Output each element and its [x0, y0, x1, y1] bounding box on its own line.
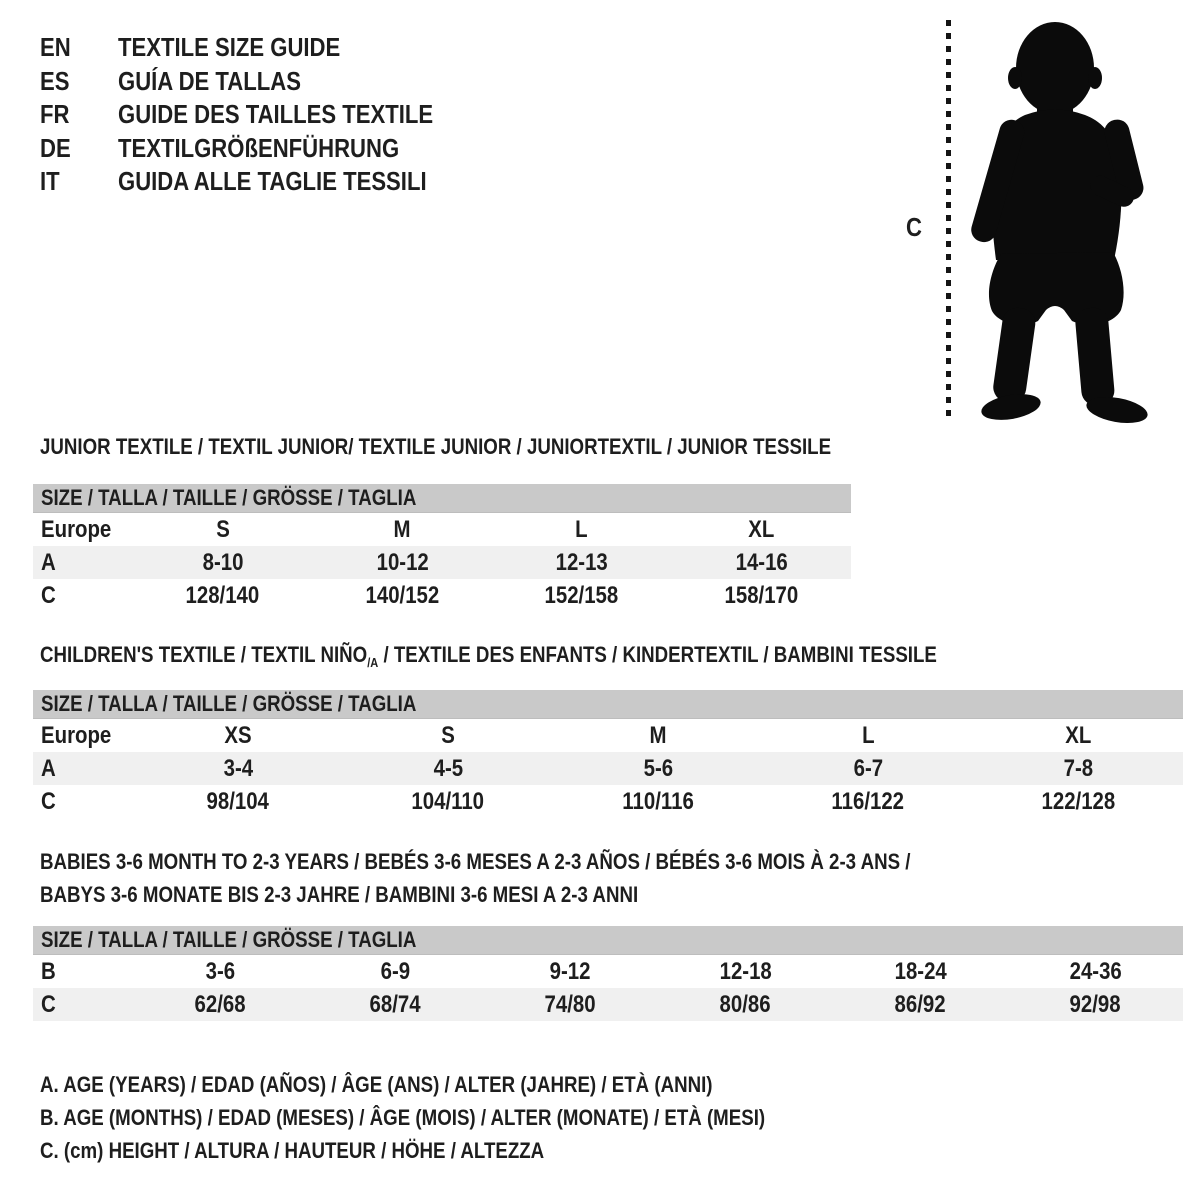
size-value: XS — [224, 721, 252, 749]
language-title-list — [40, 31, 489, 199]
height-value: 122/128 — [1041, 787, 1115, 815]
language-row — [40, 98, 489, 132]
height-value: 140/152 — [365, 581, 440, 609]
age-months-value: 12-18 — [719, 957, 772, 985]
guide-title: TEXTILE SIZE GUIDE — [118, 32, 341, 63]
row-label: C — [41, 581, 56, 609]
age-value: 4-5 — [433, 754, 463, 782]
children-size-header-bar: SIZE / TALLA / TAILLE / GRÖSSE / TAGLIA — [33, 690, 1183, 719]
height-value: 98/104 — [206, 787, 270, 815]
age-months-value: 3-6 — [205, 957, 236, 985]
age-value: 8-10 — [202, 548, 244, 576]
footnote-b: B. AGE (MONTHS) / EDAD (MESES) / ÂGE (MOIS) / ALTER (MONATE) / ETÀ (MESI) — [40, 1105, 766, 1130]
row-label: C — [41, 787, 56, 815]
height-value: 128/140 — [185, 581, 260, 609]
age-months-value: 9-12 — [550, 957, 591, 985]
height-value: 62/68 — [194, 990, 247, 1018]
table-row — [33, 785, 1183, 818]
nino-a-subscript: /A — [367, 655, 379, 670]
age-months-value: 18-24 — [894, 957, 947, 985]
row-label: A — [41, 548, 56, 576]
table-row — [33, 546, 851, 579]
age-months-value: 6-9 — [380, 957, 411, 985]
height-dashed-line — [946, 20, 951, 418]
row-label: C — [41, 990, 56, 1018]
age-value: 6-7 — [853, 754, 883, 782]
table-row — [33, 513, 851, 546]
junior-section-title: JUNIOR TEXTILE / TEXTIL JUNIOR/ TEXTILE JUNIOR / JUNIORTEXTIL / JUNIOR TESSILE — [40, 434, 832, 459]
baby-silhouette-icon — [965, 18, 1160, 423]
table-row — [33, 719, 1183, 752]
table-row — [33, 955, 1183, 988]
height-value: 92/98 — [1069, 990, 1122, 1018]
size-value: M — [393, 515, 411, 543]
size-value: XL — [748, 515, 775, 543]
language-row — [40, 165, 489, 199]
age-months-value: 24-36 — [1069, 957, 1122, 985]
row-label: A — [41, 754, 56, 782]
language-code: DE — [40, 132, 71, 163]
table-row — [33, 752, 1183, 785]
size-value: S — [441, 721, 455, 749]
language-row — [40, 65, 489, 99]
age-value: 5-6 — [643, 754, 673, 782]
guide-title: GUÍA DE TALLAS — [118, 65, 301, 96]
row-label: Europe — [41, 721, 112, 749]
babies-section-title-line2: BABYS 3-6 MONATE BIS 2-3 JAHRE / BAMBINI 3-6 MESI A 2-3 ANNI — [40, 882, 639, 907]
age-value: 3-4 — [223, 754, 253, 782]
language-code: IT — [40, 166, 60, 197]
row-label: B — [41, 957, 56, 985]
footnote-a: A. AGE (YEARS) / EDAD (AÑOS) / ÂGE (ANS) / ALTER (JAHRE) / ETÀ (ANNI) — [40, 1072, 713, 1097]
children-section-title: CHILDREN'S TEXTILE / TEXTIL $NIÑO_{/A}$ / TEXTILE DES ENFANTS / KINDERTEXTIL / BAMBINI TESSILE — [40, 642, 937, 670]
height-value: 74/80 — [544, 990, 597, 1018]
language-row — [40, 31, 489, 65]
age-value: 10-12 — [376, 548, 429, 576]
babies-section-title-line1: BABIES 3-6 MONTH TO 2-3 YEARS / BEBÉS 3-6 MESES A 2-3 AÑOS / BÉBÉS 3-6 MOIS À 2-3 ANS / — [40, 849, 911, 874]
size-value: XL — [1064, 721, 1092, 749]
size-value: M — [649, 721, 667, 749]
age-value: 14-16 — [735, 548, 788, 576]
junior-size-header-bar: SIZE / TALLA / TAILLE / GRÖSSE / TAGLIA — [33, 484, 851, 513]
age-value: 12-13 — [555, 548, 608, 576]
height-value: 68/74 — [369, 990, 422, 1018]
language-code: ES — [40, 65, 70, 96]
language-row — [40, 132, 489, 166]
guide-title: TEXTILGRÖßENFÜHRUNG — [118, 132, 400, 163]
guide-title: GUIDE DES TAILLES TEXTILE — [118, 99, 434, 130]
size-value: L — [861, 721, 875, 749]
row-label: Europe — [41, 515, 112, 543]
height-value: 158/170 — [724, 581, 799, 609]
size-value: L — [575, 515, 588, 543]
age-value: 7-8 — [1063, 754, 1093, 782]
height-value: 80/86 — [719, 990, 772, 1018]
height-value: 110/116 — [622, 787, 694, 815]
size-value: S — [215, 515, 230, 543]
language-code: EN — [40, 32, 71, 63]
guide-title: GUIDA ALLE TAGLIE TESSILI — [118, 166, 427, 197]
height-measure-label: C — [906, 212, 922, 242]
height-value: 152/158 — [544, 581, 619, 609]
language-code: FR — [40, 99, 70, 130]
table-row — [33, 988, 1183, 1021]
height-value: 104/110 — [411, 787, 485, 815]
height-value: 86/92 — [894, 990, 947, 1018]
babies-size-header-bar: SIZE / TALLA / TAILLE / GRÖSSE / TAGLIA — [33, 926, 1183, 955]
table-row — [33, 579, 851, 612]
footnote-c: C. (cm) HEIGHT / ALTURA / HAUTEUR / HÖHE / ALTEZZA — [40, 1138, 545, 1163]
height-value: 116/122 — [831, 787, 905, 815]
